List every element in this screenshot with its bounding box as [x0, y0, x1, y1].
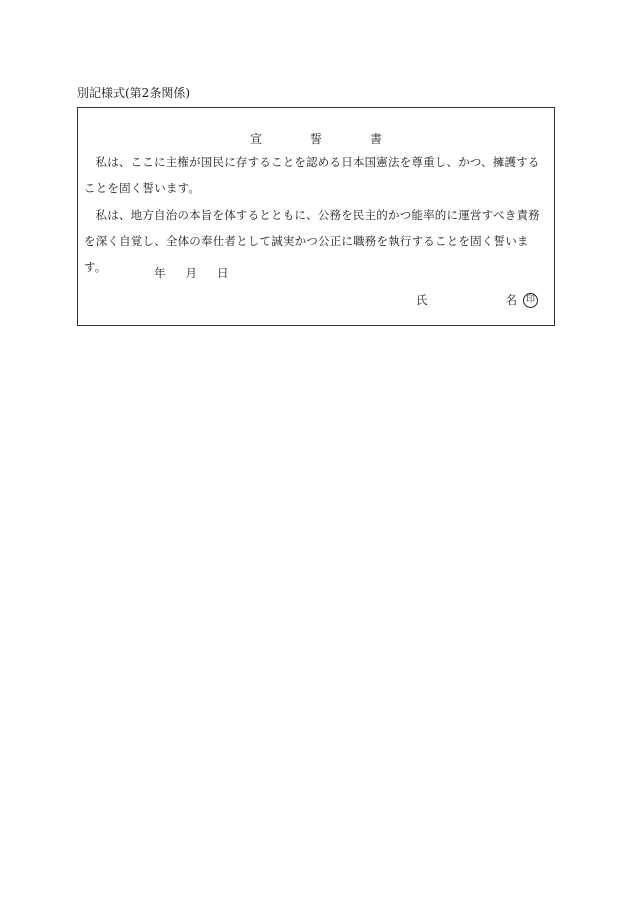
date-day-label: 日: [217, 266, 229, 280]
oath-form-box: [77, 107, 555, 326]
oath-paragraph-duty: 私は、地方自治の本旨を体するとともに、公務を民主的かつ能率的に運営すべき責務を深く自覚し、全体の奉仕者として誠実かつ公正に職務を執行することを固く誓います。: [84, 208, 540, 274]
date-month-label: 月: [185, 266, 197, 280]
signature-line: [416, 292, 538, 308]
date-line: [154, 265, 229, 281]
oath-paragraph-constitution: 私は、ここに主権が国民に存することを認める日本国憲法を尊重し、かつ、擁護することを固く誓います。: [84, 155, 540, 195]
title-char-3: 書: [370, 132, 383, 146]
title-char-2: 誓: [309, 132, 322, 146]
name-label-1: 氏: [416, 293, 428, 307]
date-year-label: 年: [154, 266, 166, 280]
form-label: 別記様式(第2条関係): [77, 86, 190, 100]
oath-title: [78, 130, 554, 147]
name-label-2: 名: [505, 293, 517, 307]
seal-icon: 印: [523, 293, 538, 308]
title-char-1: 宣: [249, 132, 262, 146]
